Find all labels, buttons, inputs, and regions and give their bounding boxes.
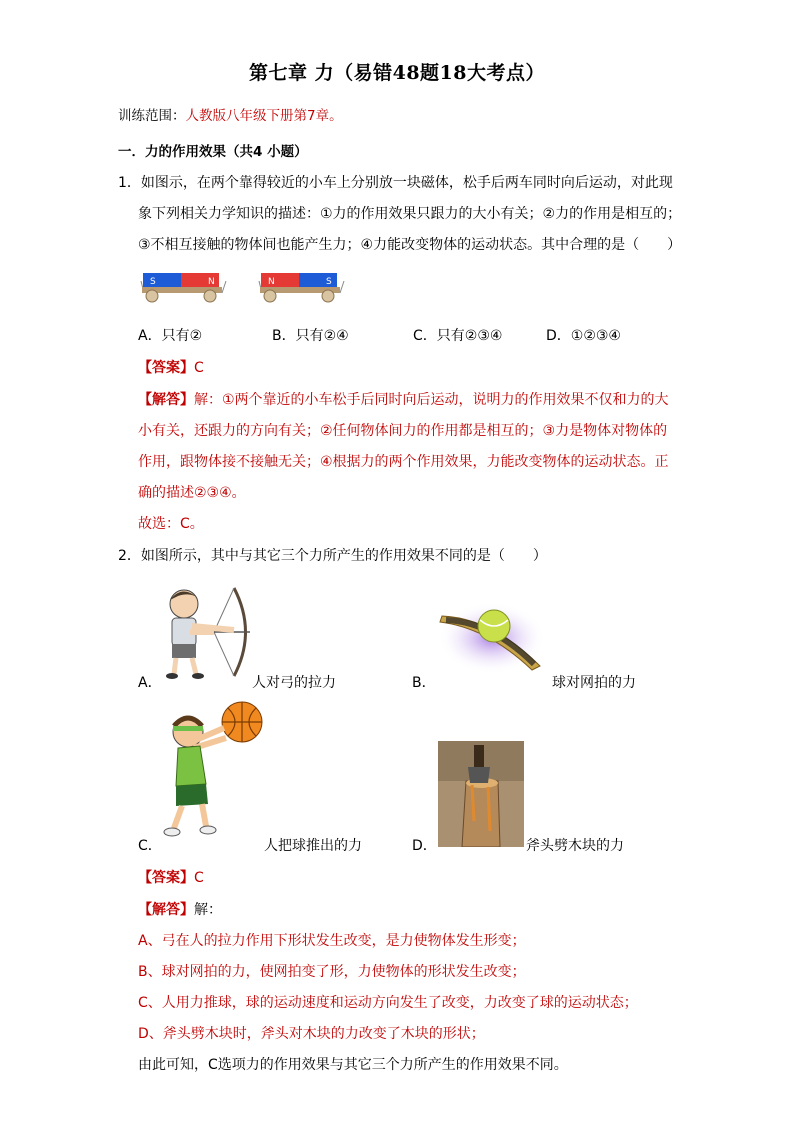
section-heading: 一．力的作用效果（共4 小题） — [118, 144, 308, 160]
magnet-pole-left-2: N — [208, 277, 215, 287]
q1-explain-label: 【解答】 — [138, 392, 194, 408]
page-title: 第七章 力（易错48题18大考点） — [249, 62, 545, 84]
q2-explain-line-d: D、斧头劈木块时，斧头对木块的力改变了木块的形状； — [138, 1026, 485, 1042]
q1-explain-line-1 — [138, 389, 669, 409]
q2-explain-line-b: B、球对网拍的力，使网拍变了形，力使物体的形状发生改变； — [138, 964, 526, 980]
q2-explain-line-c: C、人用力推球，球的运动速度和运动方向发生了改变，力改变了球的运动状态； — [138, 995, 638, 1011]
range-value: 人教版八年级下册第7章。 — [185, 108, 343, 124]
archer-image — [162, 582, 254, 680]
q1-answer-label: 【答案】 — [138, 360, 194, 376]
q1-stem-line-2: 象下列相关力学知识的描述：①力的作用效果只跟力的大小有关；②力的作用是相互的； — [138, 206, 682, 222]
q1-explain-line-3: 作用，跟物体接不接触无关；④根据力的两个作用效果，力能改变物体的运动状态。正 — [138, 454, 669, 470]
q1-option-c: C．只有②③④ — [413, 328, 503, 344]
right-cart — [259, 273, 344, 302]
q2-option-c-letter: C． — [138, 838, 162, 854]
q1-stem-line-1: 1．如图示，在两个靠得较近的小车上分别放一块磁体，松手后两车同时向后运动，对此现 — [118, 175, 673, 191]
q2-option-b-letter: B． — [412, 675, 436, 691]
q1-explain-text-1: 解：①两个靠近的小车松手后同时向后运动，说明力的作用效果不仅和力的大 — [194, 392, 669, 408]
q1-stem-line-3: ③不相互接触的物体间也能产生力；④力能改变物体的运动状态。其中合理的是（ ） — [138, 237, 682, 253]
left-cart — [141, 273, 226, 302]
range-label: 训练范围： — [118, 108, 186, 124]
q2-option-d-caption: 斧头劈木块的力 — [526, 838, 624, 854]
q2-option-a-caption: 人对弓的拉力 — [252, 675, 336, 691]
magnet-carts-figure — [138, 265, 348, 305]
q1-option-a: A．只有② — [138, 328, 203, 344]
q1-explain-line-2: 小有关，还跟力的方向有关；②任何物体间力的作用都是相互的；③力是物体对物体的 — [138, 423, 668, 439]
magnet-pole-left-1: S — [150, 277, 156, 287]
q2-explain-head-text: 解： — [194, 902, 222, 918]
q2-option-a-letter: A． — [138, 675, 162, 691]
training-range — [118, 104, 343, 124]
q2-explain-label: 【解答】 — [138, 902, 194, 918]
q1-explain-line-4: 确的描述②③④。 — [138, 485, 246, 501]
q1-answer-value: C — [194, 360, 204, 376]
magnet-pole-right-1: N — [268, 277, 275, 287]
q2-option-d-letter: D． — [412, 838, 437, 854]
q2-conclusion: 由此可知，C选项力的作用效果与其它三个力所产生的作用效果不同。 — [138, 1057, 568, 1073]
basketball-player-image — [160, 700, 266, 842]
q2-answer-value: C — [194, 870, 204, 886]
q2-option-b-caption: 球对网拍的力 — [552, 675, 636, 691]
q2-explain-head — [138, 899, 222, 919]
q2-explain-line-a: A、弓在人的拉力作用下形状发生改变，是力使物体发生形变； — [138, 933, 526, 949]
q1-option-d: D．①②③④ — [546, 328, 621, 344]
q2-stem: 2．如图所示，其中与其它三个力所产生的作用效果不同的是（ ） — [118, 548, 547, 564]
racket-ball-image — [436, 598, 548, 674]
q1-choice: 故选：C。 — [138, 516, 204, 532]
magnet-pole-right-2: S — [326, 277, 332, 287]
q1-option-b: B．只有②④ — [272, 328, 349, 344]
q2-answer-label: 【答案】 — [138, 870, 194, 886]
q2-answer — [138, 867, 204, 887]
q2-option-c-caption: 人把球推出的力 — [264, 838, 362, 854]
axe-wood-image — [438, 741, 524, 847]
q1-answer — [138, 357, 204, 377]
